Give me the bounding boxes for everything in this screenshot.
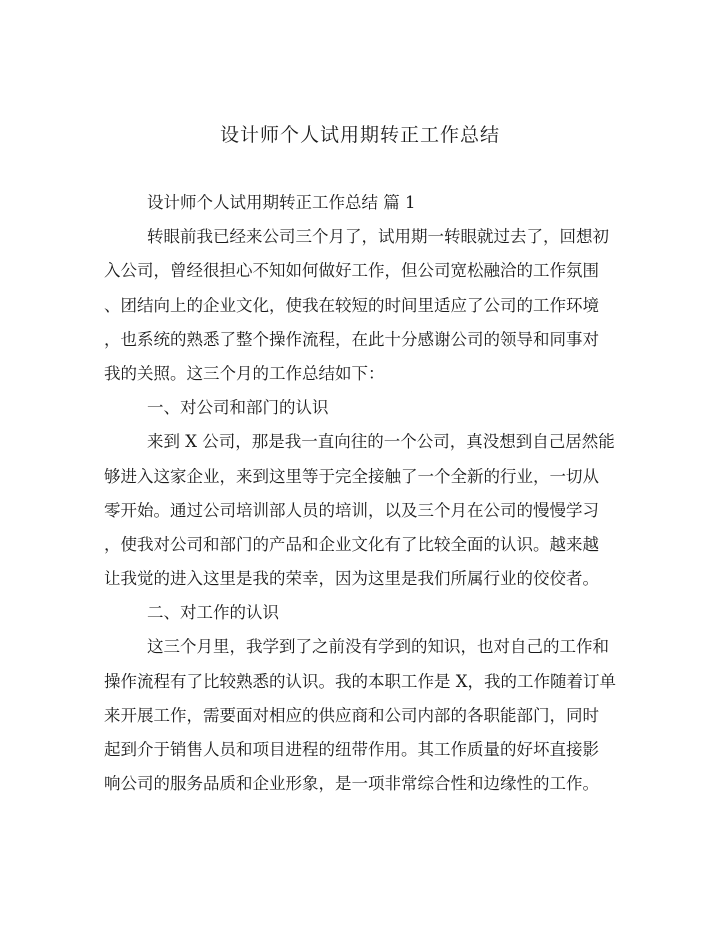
text-line: 入公司，曾经很担心不知如何做好工作，但公司宽松融洽的工作氛围 bbox=[104, 261, 599, 281]
text-line: ，使我对公司和部门的产品和企业文化有了比较全面的认识。越来越 bbox=[104, 534, 599, 554]
text-line: 零开始。通过公司培训部人员的培训，以及三个月在公司的慢慢学习 bbox=[104, 500, 599, 520]
text-line: 够进入这家企业，来到这里等于完全接触了一个全新的行业，一切从 bbox=[104, 466, 599, 486]
text-line: 起到介于销售人员和项目进程的纽带作用。其工作质量的好坏直接影 bbox=[104, 740, 599, 759]
document-body bbox=[104, 186, 616, 801]
text-line: 让我觉的进入这里是我的荣幸，因为这里是我们所属行业的佼佼者。 bbox=[104, 569, 599, 589]
text-line: 一、对公司和部门的认识 bbox=[147, 398, 329, 418]
text-line: 响公司的服务品质和企业形象，是一项非常综合性和边缘性的工作。 bbox=[104, 774, 599, 794]
text-line: 这三个月里，我学到了之前没有学到的知识，也对自己的工作和 bbox=[147, 637, 609, 657]
text-line: 二、对工作的认识 bbox=[147, 603, 279, 623]
text-line: 我的关照。这三个月的工作总结如下： bbox=[104, 363, 385, 383]
text-line: 转眼前我已经来公司三个月了，试用期一转眼就过去了，回想初 bbox=[147, 227, 609, 247]
text-line: 操作流程有了比较熟悉的认识。我的本职工作是 X，我的工作随着订单 bbox=[104, 671, 616, 691]
text-line: ，也系统的熟悉了整个操作流程，在此十分感谢公司的领导和同事对 bbox=[104, 329, 599, 349]
document-title: 设计师个人试用期转正工作总结 bbox=[219, 124, 500, 146]
text-line: 来开展工作，需要面对相应的供应商和公司内部的各职能部门，同时 bbox=[104, 705, 599, 725]
text-line: 设计师个人试用期转正工作总结 篇 1 bbox=[147, 193, 416, 212]
text-line: 来到 X 公司，那是我一直向往的一个公司，真没想到自己居然能 bbox=[147, 432, 615, 452]
text-line: 、团结向上的企业文化，使我在较短的时间里适应了公司的工作环境 bbox=[104, 295, 599, 315]
